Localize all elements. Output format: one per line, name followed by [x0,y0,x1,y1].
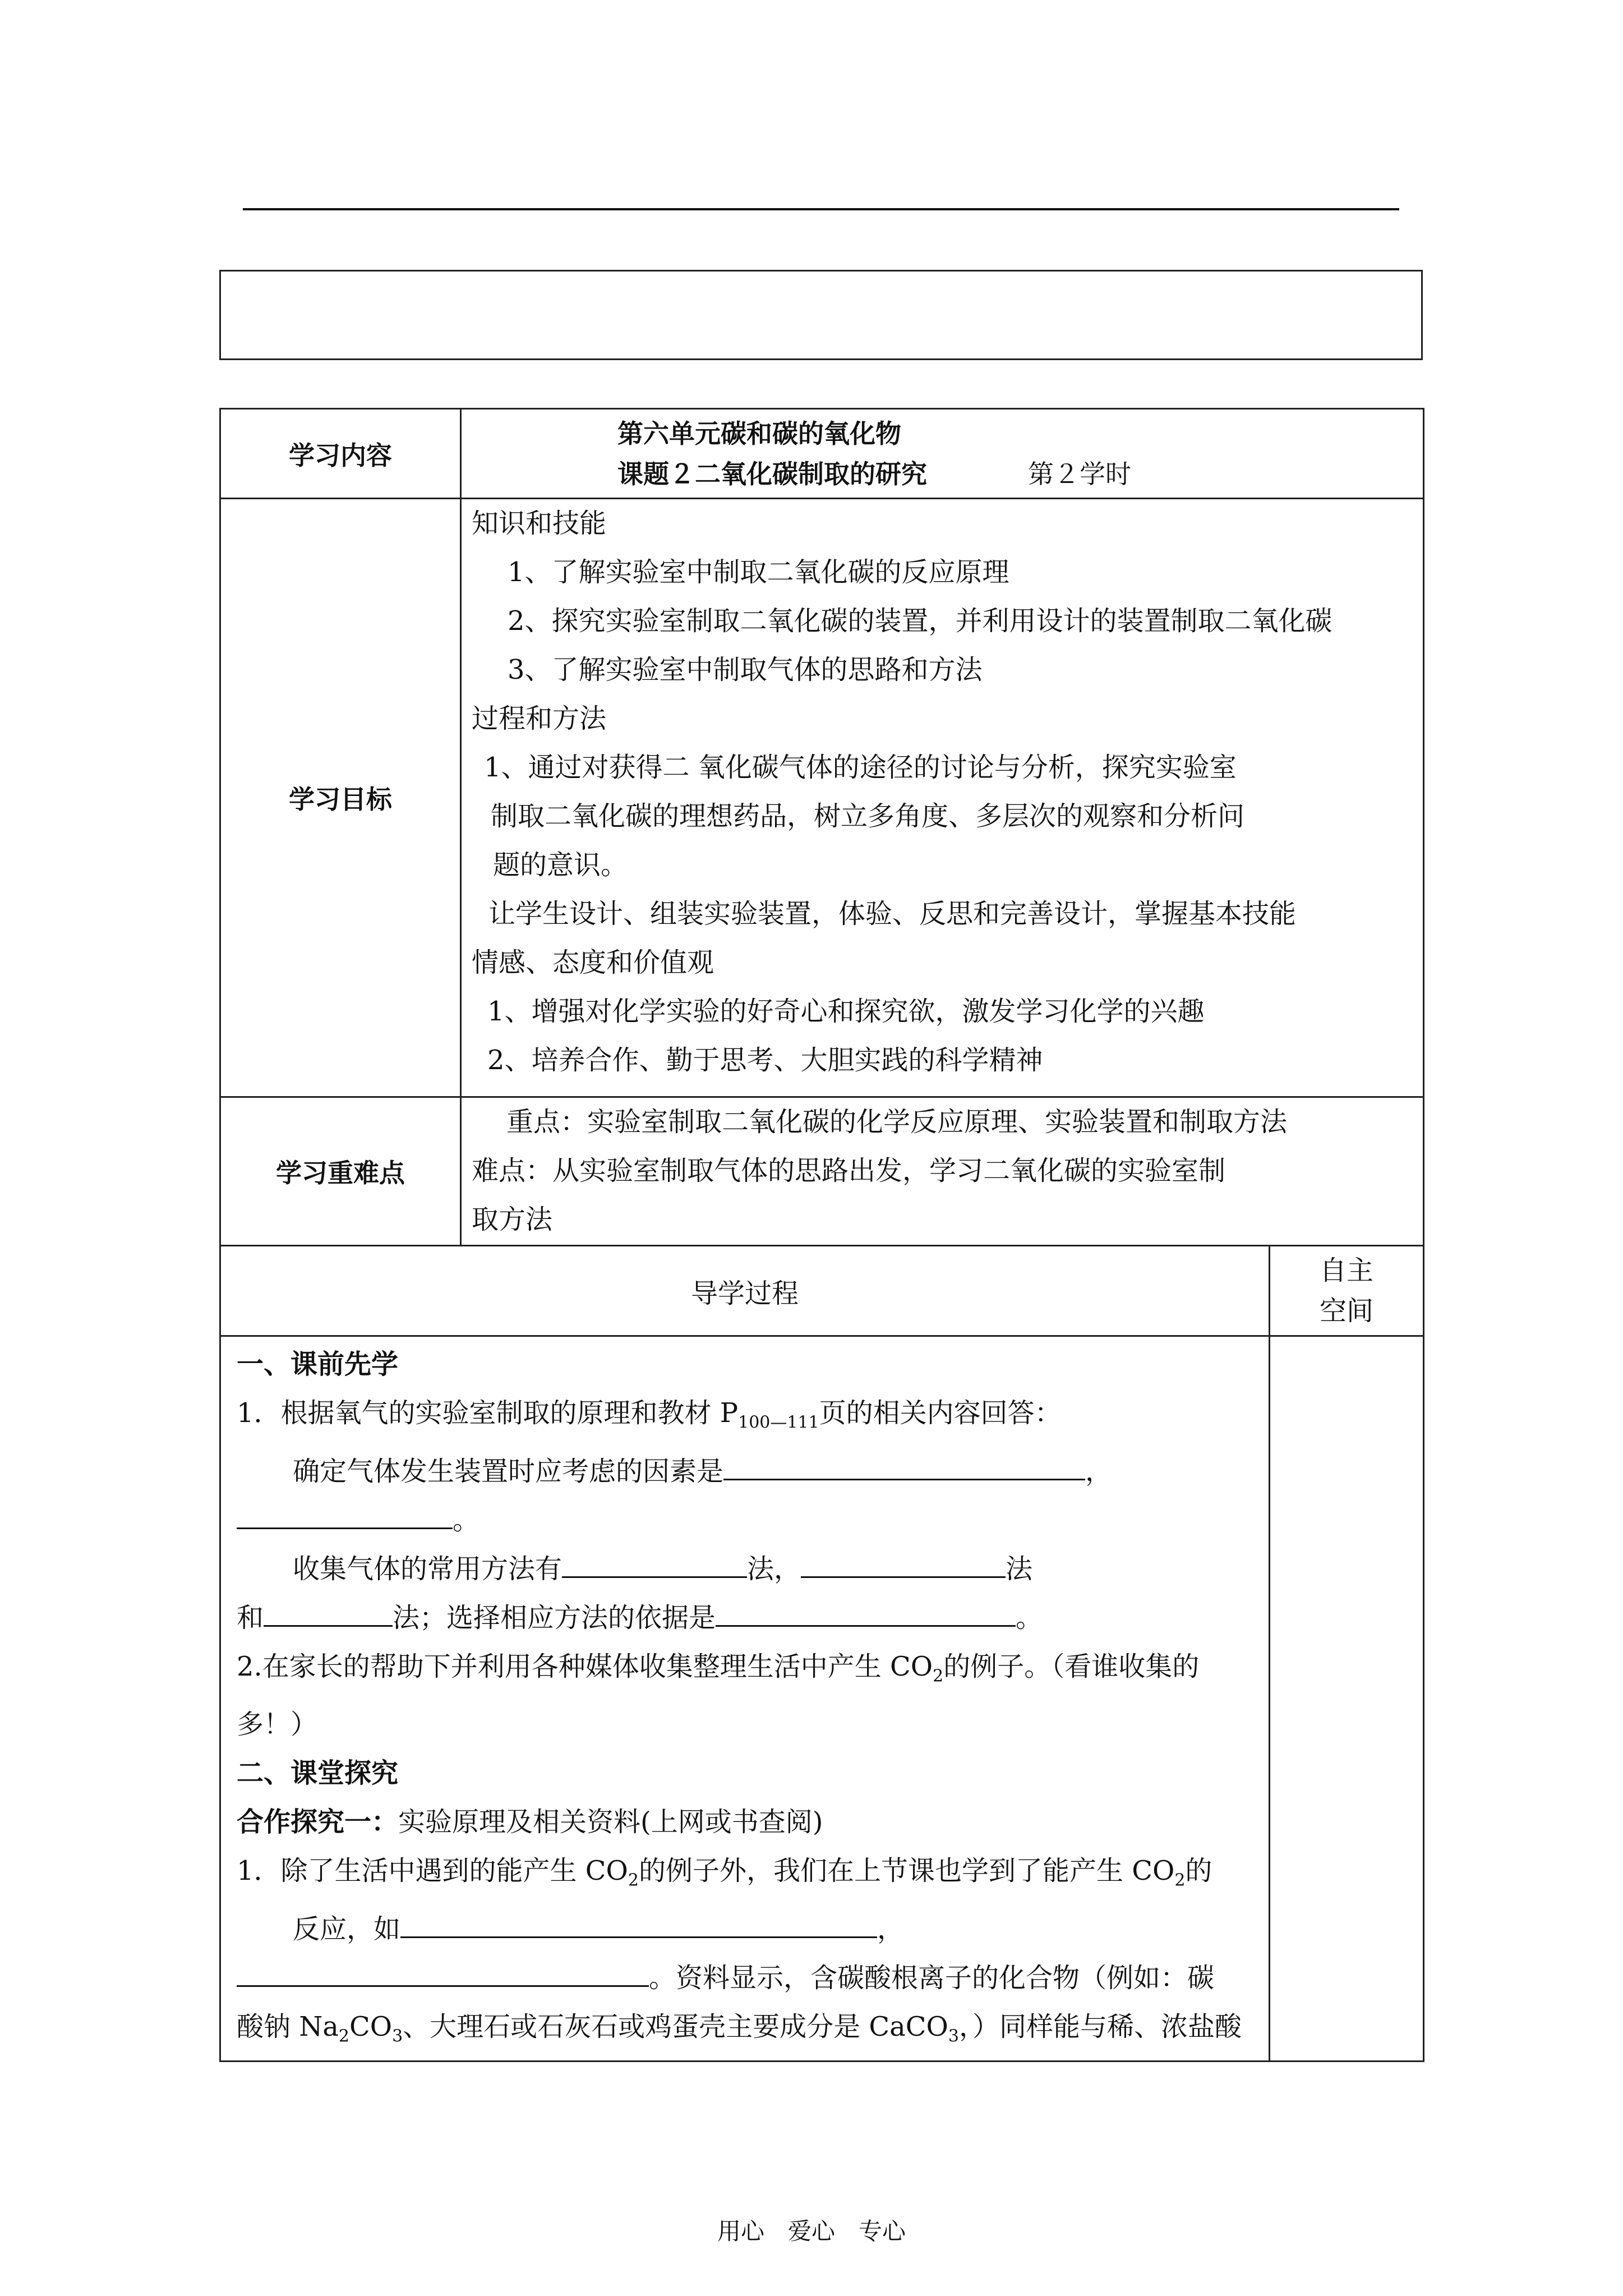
e1-pre: 1．除了生活中遇到的能产生 CO [237,1855,628,1887]
q1-c-fa1: 法， [747,1553,801,1585]
blank-reaction-2[interactable] [237,1959,649,1987]
row-process-header [220,1246,1424,1336]
q1-a-end: ， [1085,1455,1113,1487]
difficulty-label: 学习重难点 [220,1097,461,1246]
blank-method-3[interactable] [264,1599,393,1627]
coop1-text: 实验原理及相关资料(上网或书查阅) [398,1806,823,1838]
e1-line2-text: 反应，如 [293,1913,401,1945]
period: 第２学时 [1028,458,1132,489]
difficulty-line2: 取方法 [472,1204,553,1235]
q2-post: 的例子。（看谁收集的 [943,1650,1200,1682]
e1-post: 的 [1185,1855,1212,1887]
goal-p1-line1: 1、通过对获得二 氧化碳气体的途径的讨论与分析，探究实验室 [484,752,1237,783]
goal-p1-line3: 题的意识。 [493,849,628,881]
q1-post: 页的相关内容回答： [819,1397,1062,1429]
blank-method-2[interactable] [801,1550,1006,1578]
q1-a-line [237,1447,1269,1496]
q1-intro [237,1389,1269,1447]
goal-e2: 2、培养合作、勤于思考、大胆实践的科学精神 [487,1045,1043,1076]
goals-label: 学习目标 [220,499,461,1097]
e1-line3 [237,1954,1269,2003]
section1-heading: 一、课前先学 [237,1349,399,1380]
header-rule [243,208,1399,210]
q1-d-end: 。 [1016,1602,1043,1634]
goal-k2: 2、探究实验室制取二氧化碳的装置，并利用设计的装置制取二氧化碳 [508,605,1332,637]
row-goals [220,499,1424,1097]
e1-l4-pre: 酸钠 Na [237,2010,339,2042]
content-cell [461,409,1424,499]
e1-l4-m1: CO [349,2010,393,2042]
section2-heading: 二、课堂探究 [237,1757,399,1789]
e1-sub2: 2 [1174,1870,1186,1890]
q1-b-line [237,1496,1269,1545]
goal-k1: 1、了解实验室中制取二氧化碳的反应原理 [508,556,1009,588]
e1-l4-m2: 、大理石或石灰石或鸡蛋壳主要成分是 CaCO [403,2010,948,2042]
emotion-heading: 情感、态度和价值观 [472,947,714,978]
q2-line2: 多！） [237,1709,318,1741]
knowledge-heading: 知识和技能 [472,508,607,539]
key-point: 重点：实验室制取二氧化碳的化学反应原理、实验装置和制取方法 [506,1106,1288,1138]
q1-a: 确定气体发生装置时应考虑的因素是 [293,1455,724,1487]
unit-title: 第六单元碳和碳的氧化物 [617,418,901,449]
self-space-header [1270,1246,1424,1336]
q1-c: 收集气体的常用方法有 [293,1553,562,1585]
e1-l4-s2: 3 [392,2026,403,2046]
e1-line3-text: 。资料显示，含碳酸根离子的化合物（例如：碳 [649,1962,1215,1994]
e1-l4-post: ，）同样能与稀、浓盐酸 [958,2010,1242,2042]
blank-factors[interactable] [723,1453,1085,1480]
topic-title: 课题２二氧化碳制取的研究 [617,458,927,489]
self-space-line2: 空间 [1320,1295,1374,1327]
process-heading: 过程和方法 [472,703,607,734]
blank-factors-2[interactable] [237,1502,453,1529]
goal-p2: 让学生设计、组装实验装置，体验、反思和完善设计，掌握基本技能 [488,898,1297,930]
process-label: 导学过程 [220,1246,1270,1336]
blank-method-1[interactable] [562,1550,747,1578]
coop1-line [237,1798,1269,1847]
lesson-plan-table [219,408,1424,2062]
goals-cell [461,499,1424,1097]
q1-d-he: 和 [237,1602,264,1634]
goal-e1: 1、增强对化学实验的好奇心和探究欲，激发学习化学的兴趣 [487,996,1205,1027]
e1-line2-end: ， [877,1913,905,1945]
goal-p1-line2: 制取二氧化碳的理想药品，树立多角度、多层次的观察和分析问 [491,800,1245,832]
e1-line2 [237,1905,1269,1954]
e1-line4 [237,2003,1269,2061]
row-body [220,1336,1424,2062]
difficulty-cell [461,1097,1424,1246]
q2-pre: 2.在家长的帮助下并利用各种媒体收集整理生活中产生 CO [237,1650,933,1682]
e1-sub1: 2 [628,1870,639,1890]
coop1-label: 合作探究一： [237,1806,399,1838]
body-cell [220,1336,1270,2062]
self-space-cell[interactable] [1270,1336,1424,2062]
e1-l4-s1: 2 [338,2026,349,2046]
topic-line [462,454,1423,494]
e1-l4-s3: 3 [948,2026,959,2046]
q1-b-end: 。 [453,1504,480,1536]
q1-c-line [237,1545,1269,1594]
q2-line1 [237,1642,1269,1701]
blank-basis[interactable] [716,1599,1016,1627]
e1-line1 [237,1847,1269,1905]
difficulty-line1: 难点：从实验室制取气体的思路出发，学习二氧化碳的实验室制 [472,1155,1226,1186]
row-content [220,409,1424,499]
q2-sub: 2 [933,1666,944,1686]
goal-k3: 3、了解实验室中制取气体的思路和方法 [508,654,983,685]
blank-reaction-1[interactable] [400,1911,877,1938]
q1-d-line [237,1594,1269,1642]
q1-sub: 100—111 [738,1412,819,1433]
self-space-line1: 自主 [1320,1255,1374,1286]
row-difficulty [220,1097,1424,1246]
q1-d-mid: 法；选择相应方法的依据是 [393,1602,716,1634]
content-label: 学习内容 [220,409,461,499]
e1-mid: 的例子外，我们在上节课也学到了能产生 CO [638,1855,1175,1887]
q1-pre: 1．根据氧气的实验室制取的原理和教材 P [237,1397,739,1429]
footer-motto: 用心 爱心 专心 [717,2217,906,2245]
q1-c-fa2: 法 [1006,1553,1033,1585]
empty-header-box [219,270,1423,360]
